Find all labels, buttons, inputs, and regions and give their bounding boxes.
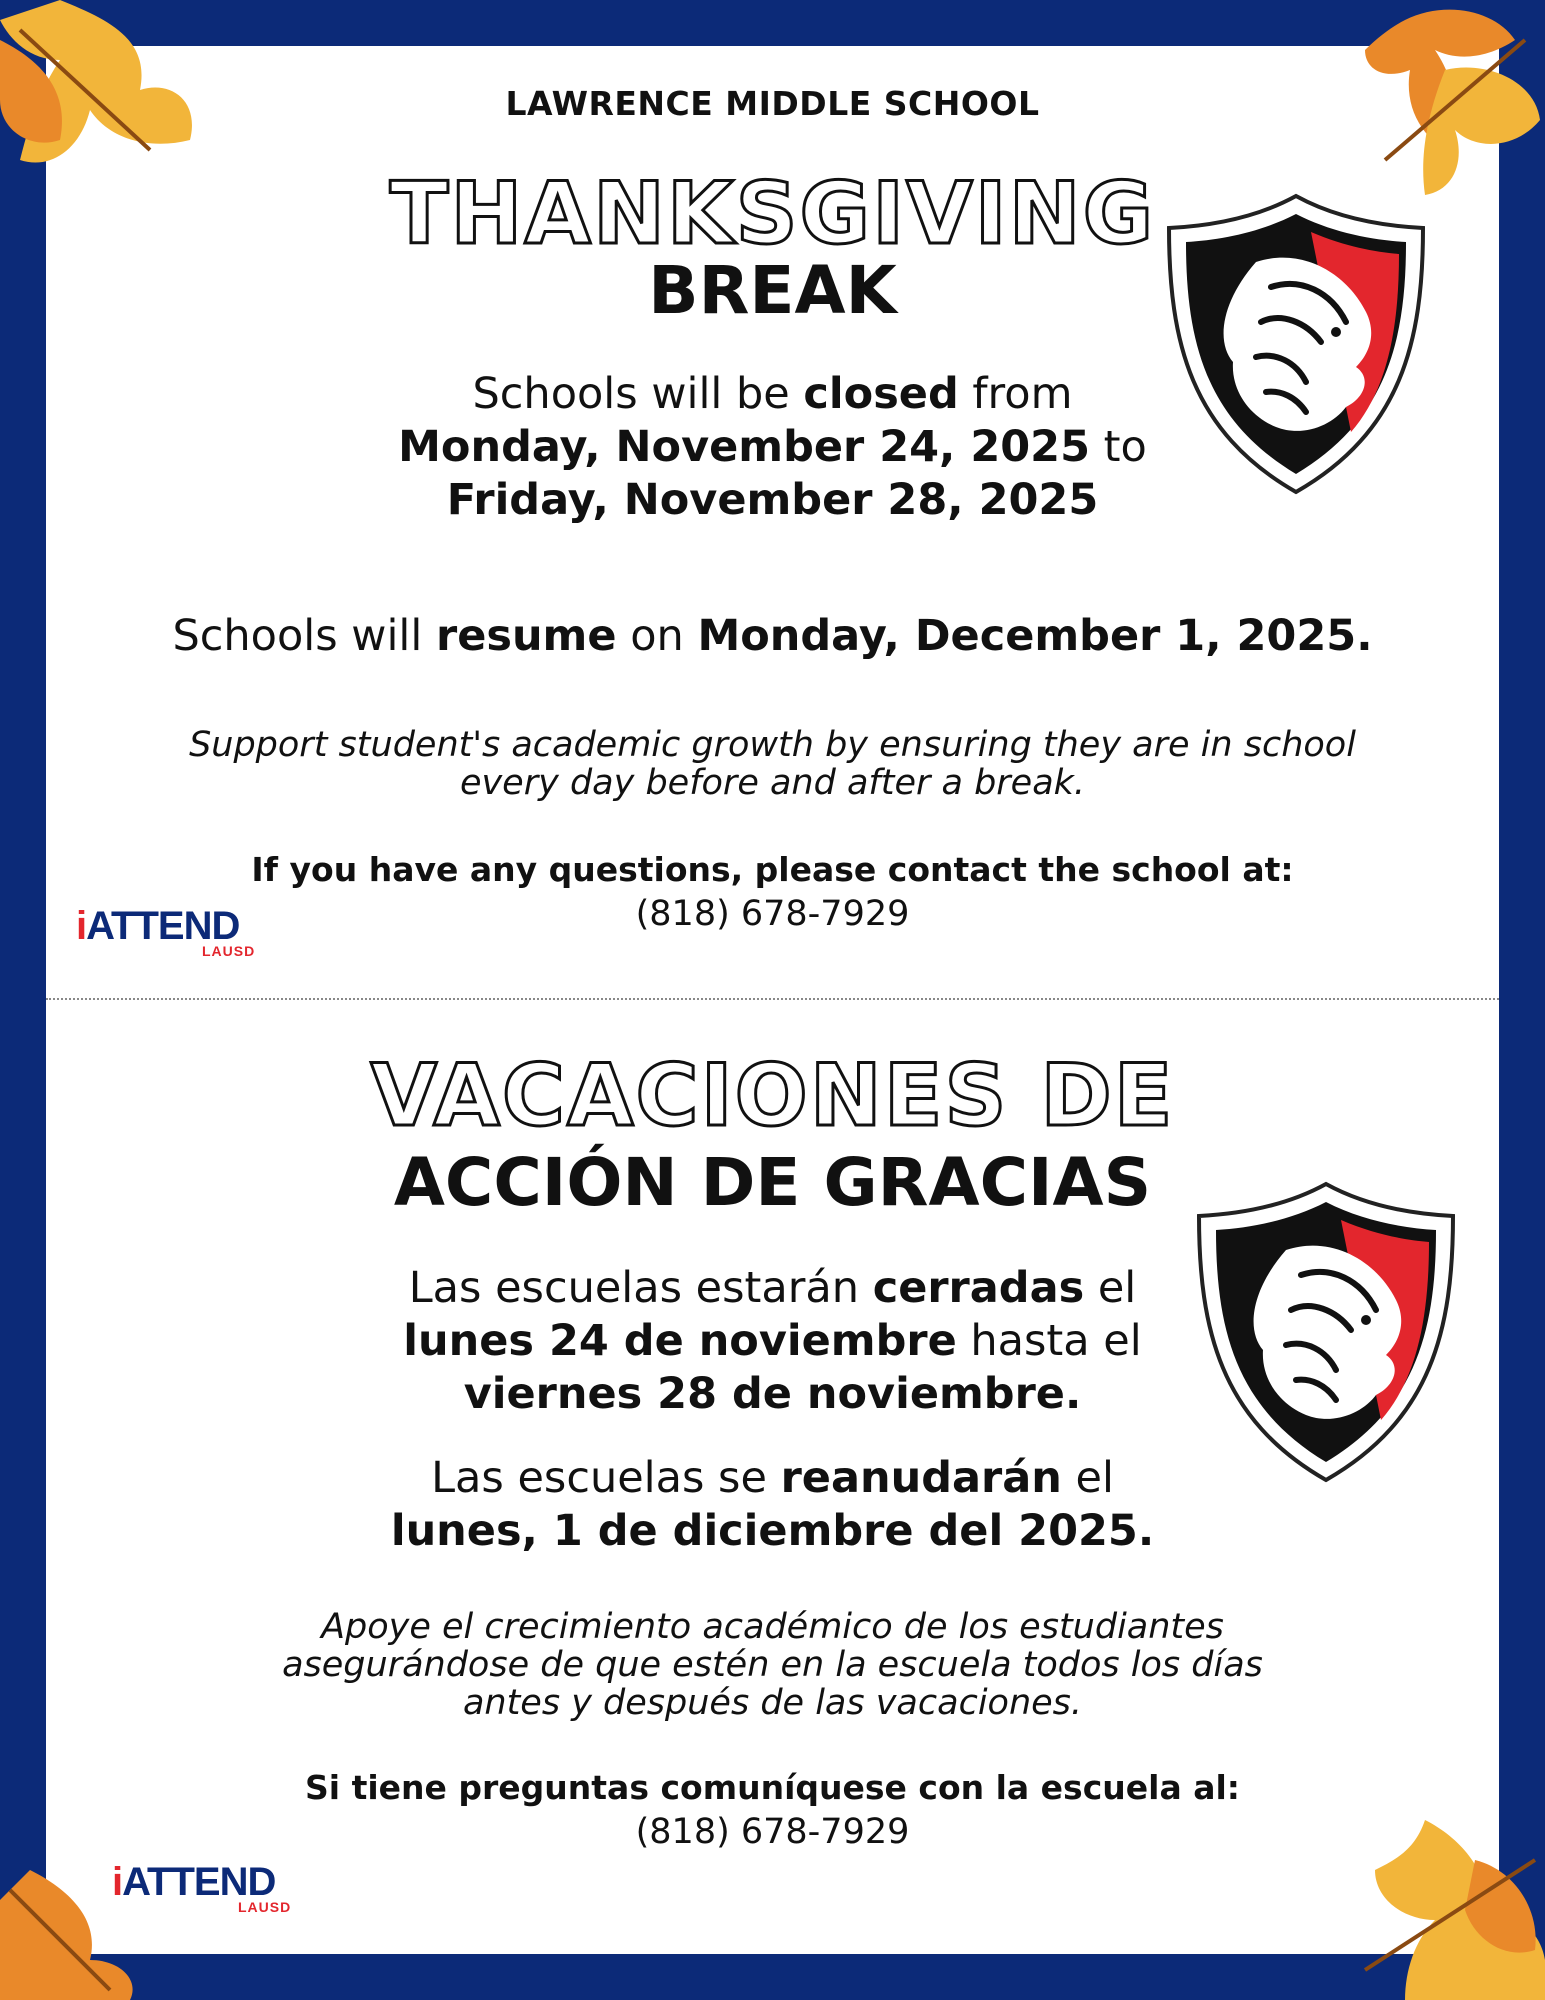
title-vacaciones: VACACIONES DE — [370, 1046, 1175, 1146]
title-accion-de-gracias: ACCIÓN DE GRACIAS — [393, 1144, 1152, 1221]
support-note-es: Apoye el crecimiento académico de los estudiantes asegurándose de que estén en la escuela todos los días antes y después de las vacaciones. — [282, 1607, 1263, 1723]
school-name: LAWRENCE MIDDLE SCHOOL — [505, 84, 1040, 123]
contact-line-es: Si tiene preguntas comuníquese con la escuela al: — [305, 1768, 1240, 1807]
resume-date-es: Las escuelas se reanudarán el lunes, 1 de diciembre del 2025. — [390, 1453, 1155, 1556]
phone-es: (818) 678-7929 — [635, 1812, 910, 1852]
autumn-leaf-icon — [1365, 0, 1545, 200]
autumn-leaf-icon — [0, 0, 230, 200]
flyer-sheet — [46, 46, 1499, 1954]
lion-shield-icon — [1191, 1180, 1461, 1485]
lion-shield-icon — [1161, 192, 1431, 497]
phone-en: (818) 678-7929 — [635, 894, 910, 934]
resume-date-en: Schools will resume on Monday, December 1, 2025. — [172, 611, 1373, 661]
closed-dates-es: Las escuelas estarán cerradas el lunes 24 de noviembre hasta el viernes 28 de noviembre. — [403, 1263, 1142, 1419]
support-note-en: Support student's academic growth by ensuring they are in school every day before and after a break. — [189, 725, 1356, 803]
section-divider — [46, 998, 1499, 1000]
contact-line-en: If you have any questions, please contact the school at: — [251, 850, 1294, 889]
autumn-leaf-icon — [0, 1870, 150, 2000]
iattend-logo-en: iATTEND LAUSD — [76, 904, 256, 959]
closed-dates-en: Schools will be closed from Monday, November 24, 2025 to Friday, November 28, 2025 — [398, 369, 1147, 525]
title-thanksgiving: THANKSGIVING — [389, 164, 1156, 264]
title-break: BREAK — [648, 252, 897, 329]
iattend-logo-es: iATTEND LAUSD — [112, 1860, 292, 1915]
autumn-leaf-icon — [1345, 1820, 1545, 2000]
